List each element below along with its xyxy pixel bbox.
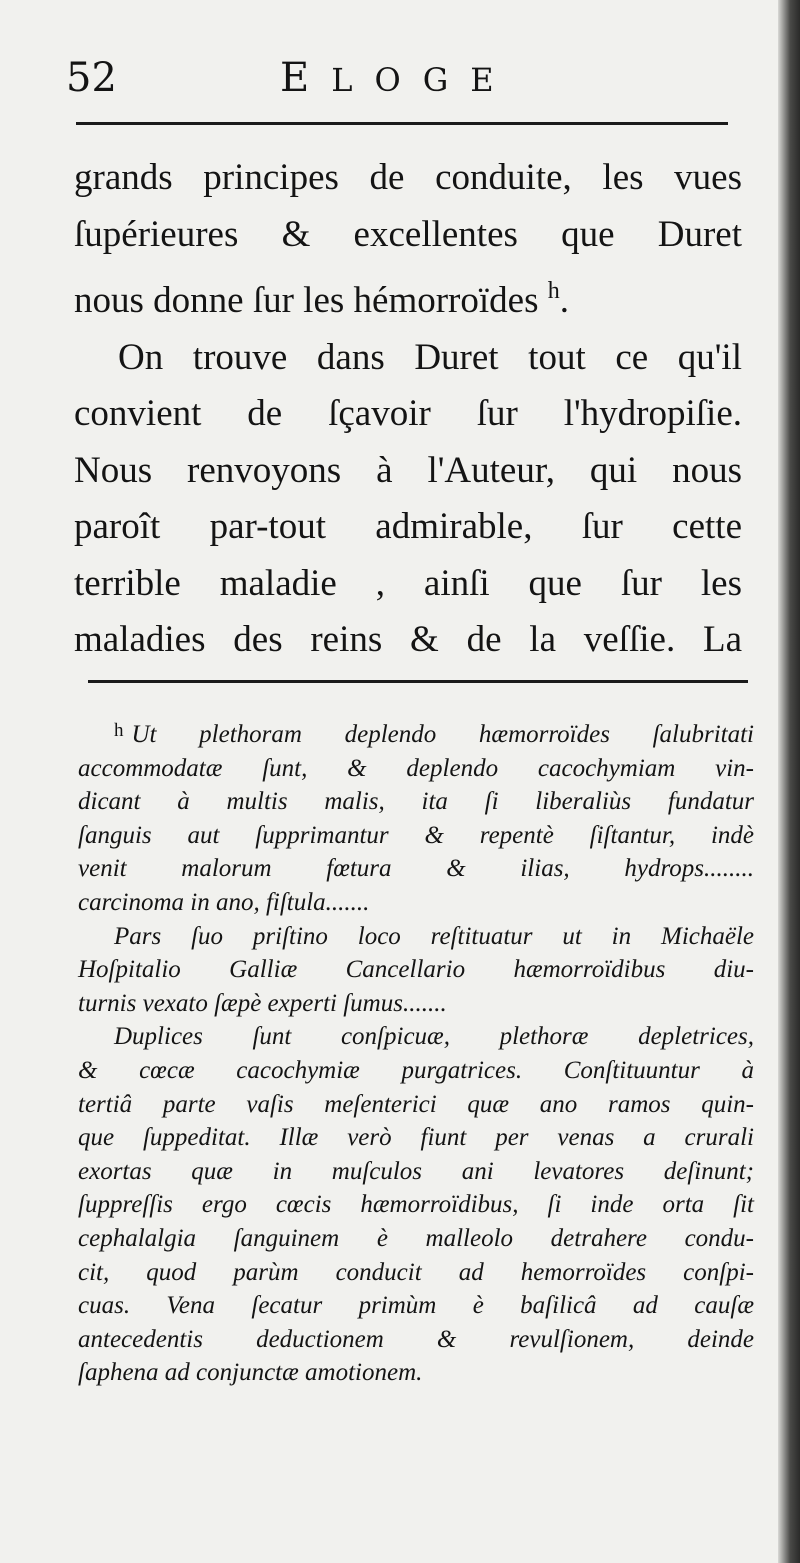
footnote-line: Hoſpitalio Galliæ Cancellario hæmorroïdibus diu- xyxy=(78,956,754,984)
footnote-line: ſanguis aut ſupprimantur & repentè ſiſtantur, indè xyxy=(78,821,754,849)
footnote-line: exortas quæ in muſculos ani levatores deſinunt; xyxy=(78,1157,754,1185)
body-line: nous donne ſur les hémorroïdes $^h$. xyxy=(74,278,569,321)
body-line-text: nous donne ſur les hémorroïdes xyxy=(74,280,539,321)
body-line: convient de ſçavoir ſur l'hydropiſie. xyxy=(74,393,742,434)
body-line: ſupérieures & excellentes que Duret xyxy=(74,213,742,255)
page-number: 52 xyxy=(66,55,117,101)
footnote-line: cuas. Vena ſecatur primùm è baſilicâ ad cauſæ xyxy=(78,1292,754,1320)
footnote-line: dicant à multis malis, ita ſi liberaliùs fundatur xyxy=(78,788,754,816)
body-line: grands principes de conduite, les vues xyxy=(74,157,742,198)
footnote-line: accommodatæ ſunt, & deplendo cacochymiam vin- xyxy=(78,754,754,782)
footnote-line: ſaphena ad conjunctæ amotionem. xyxy=(78,1359,423,1387)
page-gutter-shadow xyxy=(778,0,800,1563)
footnote-line: que ſuppeditat. Illæ verò fiunt per venas a crurali xyxy=(78,1124,754,1152)
footnote-line xyxy=(78,714,754,752)
running-head-initial: E xyxy=(280,55,332,101)
footnote-line: Pars ſuo priſtino loco reſtituatur ut in Michaële xyxy=(114,922,754,950)
footnote-line: antecedentis deductionem & revulſionem, deinde xyxy=(78,1325,754,1353)
footnote-line: cit, quod parùm conducit ad hemorroïdes conſpi- xyxy=(78,1258,754,1286)
footnote-line: tertiâ parte vaſis meſenterici quæ ano ramos quin- xyxy=(78,1090,754,1118)
footnote-rule xyxy=(88,680,748,683)
body-line: maladies des reins & de la veſſie. La xyxy=(74,619,742,660)
footnote-line: ſuppreſſis ergo cœcis hæmorroïdibus, ſi inde orta ſit xyxy=(78,1191,754,1219)
running-head-rest: LOGE xyxy=(331,61,516,99)
footnote-line: venit malorum fœtura & ilias, hydrops........ xyxy=(78,855,754,883)
running-head xyxy=(280,55,516,101)
body-line: terrible maladie , ainſi que ſur les xyxy=(74,562,742,604)
footnote-marker: h xyxy=(114,720,124,741)
footnote-line: turnis vexato ſæpè experti ſumus....... xyxy=(78,989,447,1017)
footnote-line-text: Ut plethoram deplendo hæmorroïdes ſalubritati xyxy=(131,721,754,748)
footnote-line: & cœcæ cacochymiæ purgatrices. Conſtituuntur à xyxy=(78,1056,754,1084)
footnote-line: cephalalgia ſanguinem è malleolo detrahere condu- xyxy=(78,1224,754,1252)
footnote-line: Duplices ſunt conſpicuæ, plethoræ depletrices, xyxy=(114,1023,754,1051)
footnote xyxy=(78,714,754,1390)
body-line: Nous renvoyons à l'Auteur, qui nous xyxy=(74,449,742,491)
body-line: paroît par-tout admirable, ſur cette xyxy=(74,506,742,547)
header-rule xyxy=(76,122,728,125)
footnote-line: carcinoma in ano, fiſtula....... xyxy=(78,888,370,916)
body-text xyxy=(74,150,742,669)
body-line: On trouve dans Duret tout ce qu'il xyxy=(118,336,742,378)
footnote-call: h xyxy=(547,278,560,304)
